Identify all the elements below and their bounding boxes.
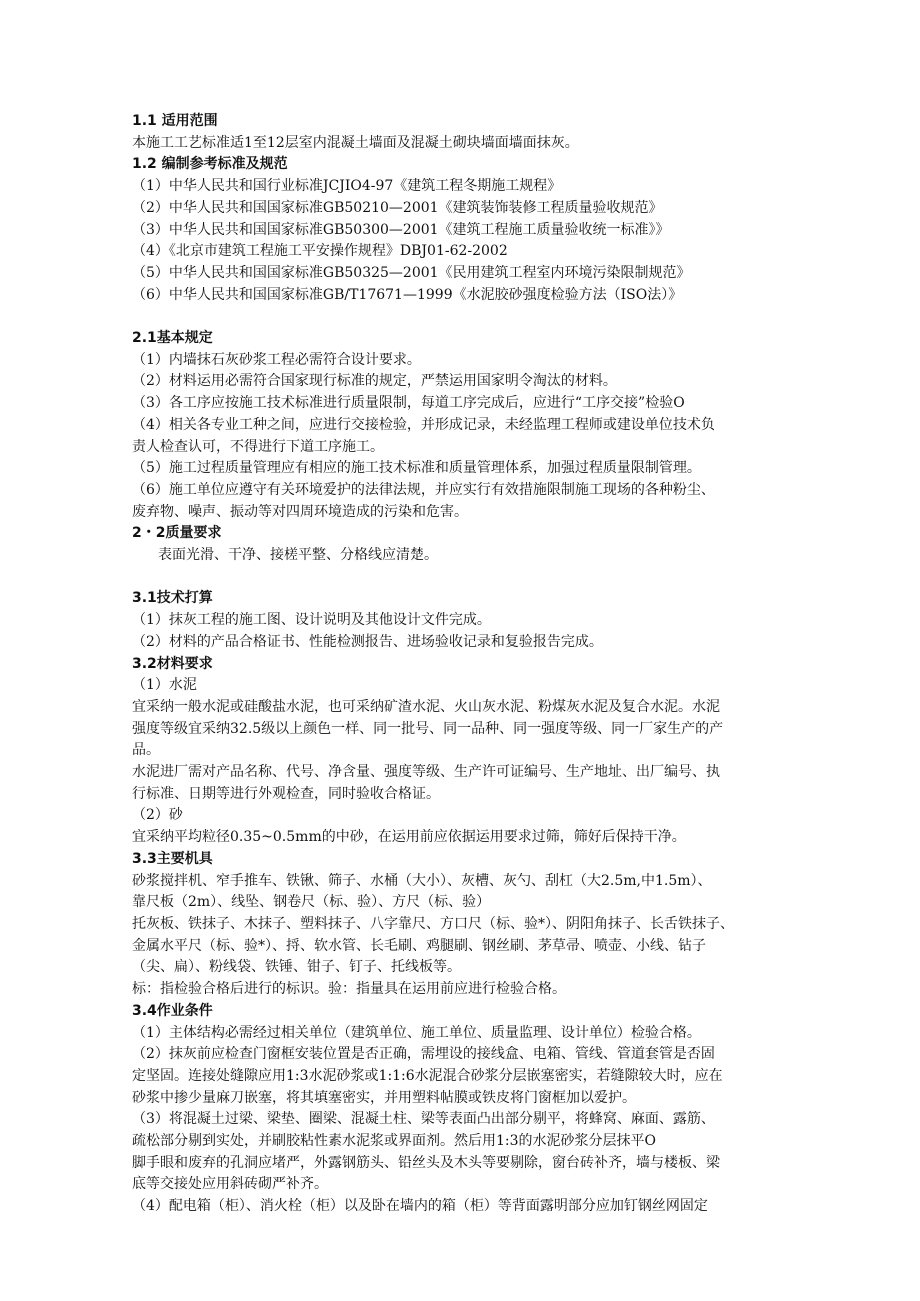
text-line: 疏松部分剔到实处，并刷胶粘性素水泥浆或界面剂。然后用1:3的水泥砂浆分层抹平O: [132, 1133, 657, 1150]
section-heading-3-1: 3.1技术打算: [132, 590, 213, 607]
text-line: （2）材料的产品合格证书、性能检测报告、进场验收记录和复验报告完成。: [132, 633, 603, 650]
text-line: （5）施工过程质量管理应有相应的施工技术标准和质量管理体系，加强过程质量限制管理。: [132, 460, 701, 477]
text-line: 砂浆中掺少量麻刀嵌塞，将其填塞密实，并用塑料帖膜或铁皮将门窗框加以爱护。: [132, 1089, 636, 1106]
text-line: 靠尺板（2m）、线坠、钢卷尺（标、验）、方尺（标、验）: [132, 894, 491, 911]
section-heading-1-2: 1.2 编制参考标准及规范: [132, 156, 288, 173]
text-line: （2）砂: [132, 807, 183, 824]
text-line: （1）水泥: [132, 677, 197, 694]
paragraph: 表面光滑、干净、接槎平整、分格线应清楚。: [158, 547, 438, 564]
text-line: 脚手眼和废弃的孔洞应堵严，外露钢筋头、铅丝头及木头等要剔除，窗台砖补齐，墙与楼板、梁: [132, 1154, 720, 1171]
text-line: 定坚固。连接处缝隙应用1:3水泥砂浆或1:1:6水泥混合砂浆分层嵌塞密实，若缝隙较大时，应在: [132, 1067, 723, 1084]
text-line: 金属水平尺（标、验*）、捋、软水管、长毛刷、鸡腿刷、钢丝刷、茅草帚、喷壶、小线、钻子: [132, 937, 706, 954]
text-line: 标：指检验合格后进行的标识。验：指量具在运用前应进行检验合格。: [132, 981, 566, 998]
text-line: （3）各工序应按施工技术标准进行质量限制，每道工序完成后，应进行“工序交接”检验O: [132, 395, 685, 412]
text-line: 托灰板、铁抹子、木抹子、塑料抹子、八字靠尺、方口尺（标、验*）、阴阳角抹子、长舌铁抹子、: [132, 915, 734, 932]
section-heading-3-2: 3.2材料要求: [132, 655, 213, 672]
list-item: （1）中华人民共和国行业标准JCJIO4-97《建筑工程冬期施工规程》: [132, 178, 562, 195]
section-heading-1-1: 1.1 适用范围: [132, 113, 218, 129]
paragraph: 本施工工艺标准适1至12层室内混凝土墙面及混凝土砌块墙面墙面抹灰。: [132, 134, 579, 151]
text-line: 水泥进厂需对产品名称、代号、净含量、强度等级、生产许可证编号、生产地址、出厂编号、执: [132, 764, 720, 781]
text-line: （2）材料运用必需符合国家现行标准的规定，严禁运用国家明令淘汰的材料。: [132, 373, 617, 390]
text-line: 底等交接处应用斜砖砌严补齐。: [132, 1176, 328, 1193]
list-item: （6）中华人民共和国国家标准GB/T17671—1999《水泥胶砂强度检验方法（ISO法）》: [132, 286, 683, 303]
text-line: 废弃物、噪声、振动等对四周环境造成的污染和危害。: [132, 503, 468, 520]
text-line: （2）抹灰前应检查门窗框安装位置是否正确，需埋设的接线盒、电箱、管线、管道套管是否固: [132, 1046, 715, 1063]
text-line: 宜采纳一般水泥或硅酸盐水泥，也可采纳矿渣水泥、火山灰水泥、粉煤灰水泥及复合水泥。水泥: [132, 698, 720, 715]
text-line: （4）相关各专业工种之间，应进行交接检验，并形成记录，未经监理工程师或建设单位技术负: [132, 416, 715, 433]
text-line: 强度等级宜采纳32.5级以上颜色一样、同一批号、同一品种、同一强度等级、同一厂家生产的产: [132, 720, 724, 737]
text-line: （3）将混凝土过梁、梁垫、圈梁、混凝土柱、梁等表面凸出部分剔平，将蜂窝、麻面、露筋、: [132, 1111, 715, 1128]
list-item: （3）中华人民共和国国家标准GB50300—2001《建筑工程施工质量验收统一标准》》: [132, 221, 670, 238]
section-heading-2-2: 2・2质量要求: [132, 525, 222, 542]
text-line: （1）抹灰工程的施工图、设计说明及其他设计文件完成。: [132, 612, 491, 629]
text-line: 行标准、日期等进行外观检查，同时验收合格证。: [132, 785, 440, 802]
spacer: [132, 306, 792, 328]
text-line: 责人检查认可，不得进行下道工序施工。: [132, 438, 384, 455]
spacer: [132, 567, 792, 589]
text-line: 品。: [132, 742, 160, 759]
section-heading-2-1: 2.1基本规定: [132, 330, 213, 347]
section-heading-3-3: 3.3主要机具: [132, 850, 213, 867]
text-line: （1）主体结构必需经过相关单位（建筑单位、施工单位、质量监理、设计单位）检验合格。: [132, 1024, 701, 1041]
list-item: （5）中华人民共和国国家标准GB50325—2001《民用建筑工程室内环境污染限制规范》: [132, 264, 691, 281]
section-heading-3-4: 3.4作业条件: [132, 1002, 213, 1019]
list-item: （2）中华人民共和国国家标准GB50210—2001《建筑装饰装修工程质量验收规范》: [132, 199, 663, 216]
document-body: [132, 111, 792, 1218]
text-line: （6）施工单位应遵守有关环境爱护的法律法规，并应实行有效措施限制施工现场的各种粉尘、: [132, 481, 715, 498]
list-item: （4）《北京市建筑工程施工平安操作规程》DBJ01-62-2002: [132, 243, 508, 260]
text-line: （4）配电箱（柜）、消火栓（柜）以及卧在墙内的箱（柜）等背面露明部分应加钉钢丝网固定: [132, 1198, 708, 1215]
text-line: （1）内墙抹石灰砂浆工程必需符合设计要求。: [132, 351, 421, 368]
text-line: （尖、扁）、粉线袋、铁锤、钳子、钉子、托线板等。: [132, 959, 461, 976]
text-line: 砂浆搅拌机、窄手推车、铁锹、筛子、水桶（大小）、灰槽、灰勺、刮杠（大2.5m,中1.5m）、: [132, 872, 712, 889]
text-line: 宜采纳平均粒径0.35~0.5mm的中砂，在运用前应依据运用要求过筛，筛好后保持干净。: [132, 829, 686, 846]
